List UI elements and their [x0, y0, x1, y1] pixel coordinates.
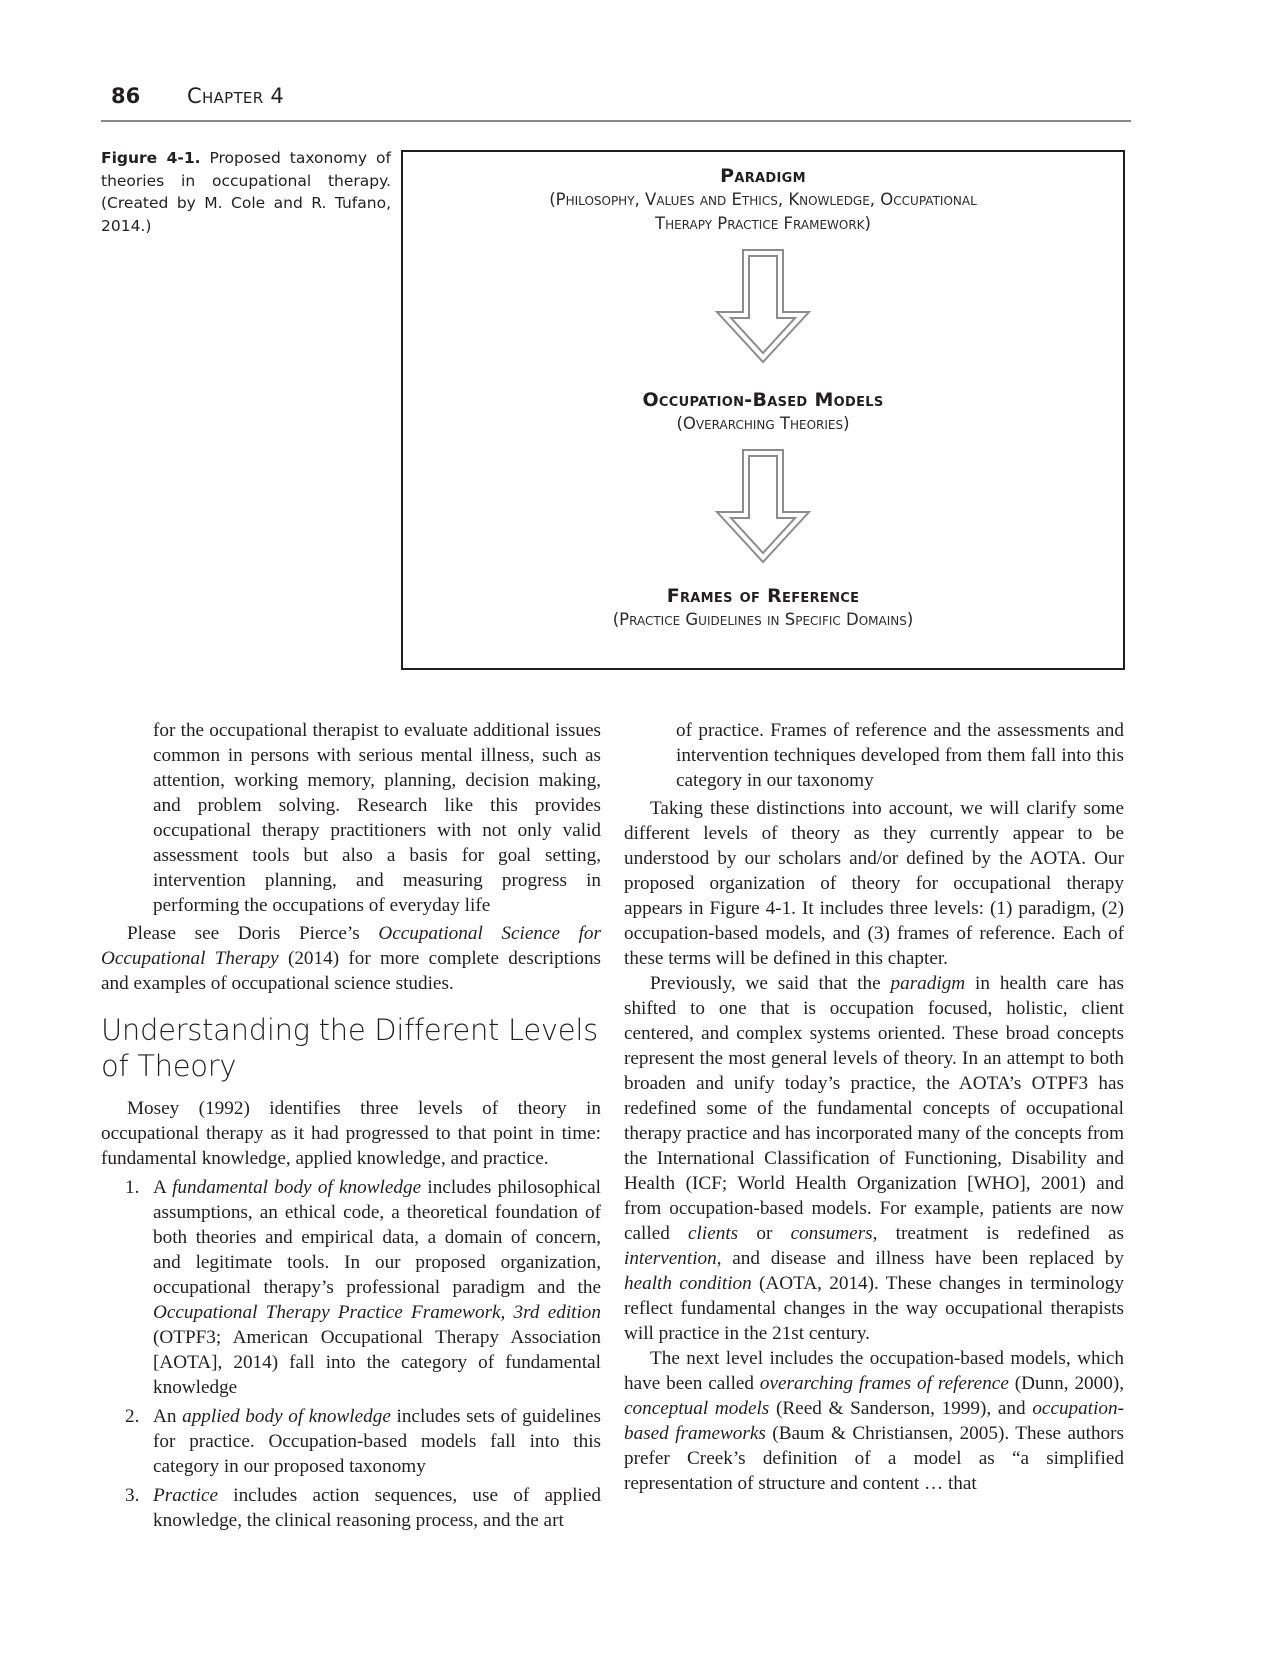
page-number: 86	[111, 84, 141, 108]
text: Please see Doris Pierce’s	[127, 923, 379, 944]
down-arrow-outline-icon	[715, 448, 811, 564]
right-column	[624, 718, 1124, 1496]
paradigm-paragraph	[624, 971, 1124, 1346]
book-title: Occupational Science for Occupational Therapy	[101, 923, 601, 969]
text: includes sets of guidelines for practice. Occupation-based models fall into this category in our proposed taxonomy	[153, 1406, 601, 1477]
level-subtitle: (Philosophy, Values and Ethics, Knowledge, Occupational	[549, 190, 977, 209]
text: (Baum & Christiansen, 2005). These authors prefer Creek’s definition of a model as “a simplified representation of structure and content … that	[624, 1423, 1125, 1494]
text: (Dunn, 2000),	[1008, 1373, 1125, 1394]
level-title: Occupation-Based Models	[642, 389, 884, 411]
text: includes philosophical assumptions, an ethical code, a theoretical foundation of both theories and empirical data, a domain of concern, and legitimate tools. In our proposed organization, occupational therapy’s professional paradigm and the	[153, 1177, 601, 1298]
chapter-label: Chapter 4	[187, 84, 285, 108]
down-arrow-outline-icon	[715, 248, 811, 364]
figure-label: Figure 4-1.	[101, 149, 201, 167]
term: Practice	[153, 1485, 218, 1506]
text: includes action sequences, use of applied knowledge, the clinical reasoning process, and the art	[153, 1485, 601, 1531]
text: Previously, we said that the	[650, 973, 891, 994]
level-occupation-based-models	[403, 388, 1123, 436]
pierce-paragraph	[101, 921, 601, 996]
continued-list-text: of practice. Frames of reference and the assessments and intervention techniques developed from them fall into this category in our taxonomy	[676, 720, 1124, 791]
continued-paragraph: for the occupational therapist to evaluate additional issues common in persons with serious mental illness, such as attention, working memory, planning, decision making, and problem solving. Research like this provides occupational therapy practitioners with not only valid assessment tools but also a basis for goal setting, intervention planning, and measuring progress in performing the occupations of everyday life	[153, 720, 601, 916]
level-subtitle: (Overarching Theories)	[676, 414, 850, 433]
term: paradigm	[890, 973, 966, 994]
term: consumers	[790, 1223, 873, 1244]
term: applied body of knowledge	[182, 1406, 391, 1427]
figure-caption-text: Proposed taxonomy of theories in occupational therapy. (Created by M. Cole and R. Tufano, 2014.)	[101, 149, 391, 235]
list-number: 2.	[125, 1406, 140, 1427]
section-heading: Understanding the Different Levels of Theory	[101, 1013, 598, 1083]
term: fundamental body of knowledge	[172, 1177, 422, 1198]
text: (2014) for more complete descriptions and examples of occupational science studies.	[101, 948, 601, 994]
term: overarching frames of reference	[759, 1373, 1009, 1394]
level-paradigm	[403, 164, 1123, 236]
mosey-paragraph: Mosey (1992) identifies three levels of theory in occupational therapy as it had progressed to that point in time: fundamental knowledge, applied knowledge, and practice.	[101, 1098, 601, 1169]
distinctions-paragraph: Taking these distinctions into account, we will clarify some different levels of theory as they currently appear to be understood by our scholars and/or defined by the AOTA. Our proposed organization of theory for occupational therapy appears in Figure 4-1. It includes three levels: (1) paradigm, (2) occupation-based models, and (3) frames of reference. Each of these terms will be defined in this chapter.	[624, 798, 1124, 969]
text: , treatment is redefined as	[872, 1223, 1125, 1244]
text: An	[153, 1406, 183, 1427]
level-subtitle: Therapy Practice Framework)	[655, 214, 871, 233]
text: or	[738, 1223, 791, 1244]
term: occupation-based frameworks	[624, 1398, 1124, 1444]
models-paragraph	[624, 1346, 1124, 1496]
left-column	[101, 718, 601, 1533]
level-title: Paradigm	[720, 165, 806, 187]
text: in health care has shifted to one that is occupation focused, holistic, client centered, and complex systems oriented. These broad concepts represent the most general levels of theory. In an attempt to both broaden and unify today’s practice, the AOTA’s OTPF3 has redefined some of the fundamental concepts of occupational therapy practice and has incorporated many of the concepts from the International Classification of Functioning, Disability and Health (ICF; World Health Organization [WHO], 2001) and from occupation-based models. For example, patients are now called	[624, 973, 1124, 1244]
taxonomy-figure	[401, 150, 1125, 670]
list-item	[101, 1175, 601, 1400]
figure-caption	[101, 147, 391, 237]
list-item	[101, 1404, 601, 1479]
term: health condition	[624, 1273, 752, 1294]
list-item	[101, 1483, 601, 1533]
text: A	[153, 1177, 173, 1198]
level-frames-of-reference	[403, 584, 1123, 632]
running-header	[101, 84, 1131, 122]
level-title: Frames of Reference	[666, 585, 860, 607]
level-subtitle: (Practice Guidelines in Specific Domains)	[612, 610, 914, 629]
text: (OTPF3; American Occupational Therapy Association [AOTA], 2014) fall into the category of fundamental knowledge	[153, 1327, 601, 1398]
text: The next level includes the occupation-based models, which have been called	[624, 1348, 1124, 1394]
term: clients	[688, 1223, 739, 1244]
term: intervention	[624, 1248, 717, 1269]
term: conceptual models	[624, 1398, 770, 1419]
list-number: 1.	[125, 1177, 140, 1198]
text: , and disease and illness have been replaced by	[716, 1248, 1124, 1269]
text: (AOTA, 2014). These changes in terminology reflect fundamental changes in the way occupational therapists will practice in the 21st century.	[624, 1273, 1124, 1344]
text: (Reed & Sanderson, 1999), and	[769, 1398, 1033, 1419]
book-title: Occupational Therapy Practice Framework, 3rd edition	[153, 1302, 601, 1323]
list-number: 3.	[125, 1485, 140, 1506]
